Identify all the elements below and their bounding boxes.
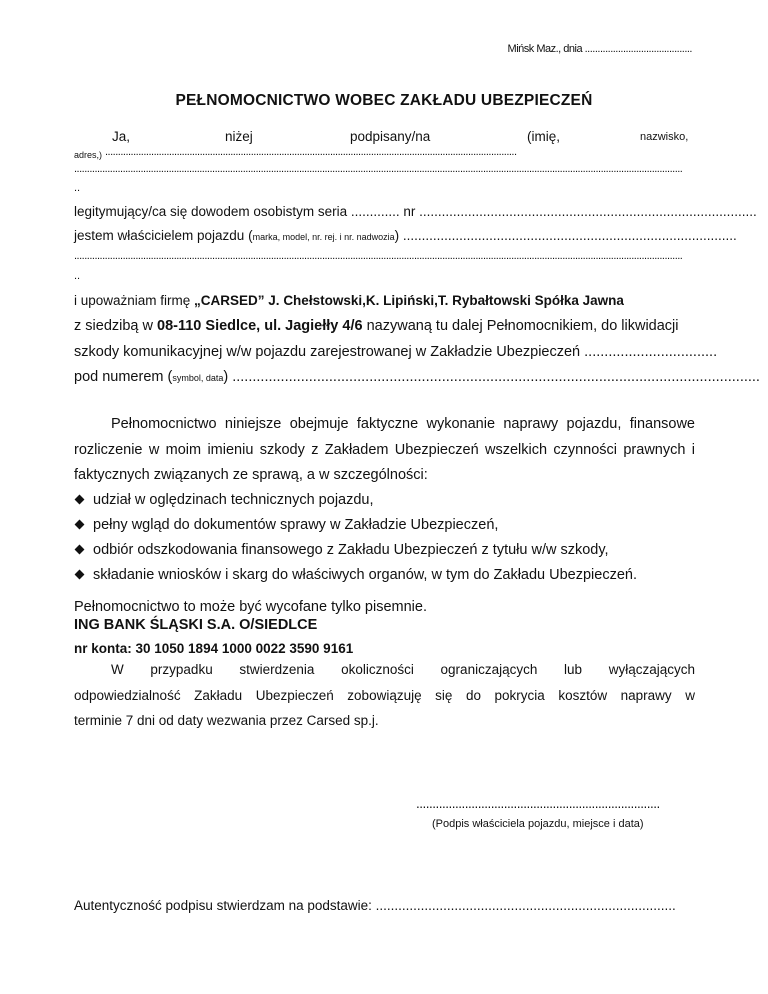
document-title: PEŁNOMOCNICTWO WOBEC ZAKŁADU UBEZPIECZEŃ (175, 92, 593, 109)
diamond-bullet-icon (75, 545, 85, 555)
scope-line-3: faktycznych związanych ze sprawą, a w szczególności: (74, 467, 428, 483)
claim-number-note: symbol, data (172, 373, 224, 383)
seat-prefix: z siedzibą w (74, 318, 158, 334)
company-address: 08-110 Siedlce, ul. Jagiełły 4/6 (157, 318, 363, 334)
vehicle-owner-line (74, 228, 737, 243)
vehicle-owner-note: marka, model, nr. rej. i nr. nadwozia (252, 232, 395, 242)
insurer-line: szkody komunikacyjnej w/w pojazdu zarejestrowanej w Zakładzie Ubezpieczeń ................................. (74, 344, 718, 360)
intro-word-podpisany: podpisany/na (350, 129, 431, 144)
bullet-item: odbiór odszkodowania finansowego z Zakładu Ubezpieczeń z tytułu w/w szkody, (76, 542, 609, 558)
liability-line-2: odpowiedzialność Zakładu Ubezpieczeń zobowiązuję się do pokrycia kosztów naprawy w (74, 688, 695, 703)
diamond-bullet-icon (75, 570, 85, 580)
revocation-note: Pełnomocnictwo to może być wycofane tylko pisemnie. (74, 599, 427, 615)
fill-line-2-cont: .. (74, 270, 81, 282)
bank-account: nr konta: 30 1050 1894 1000 0022 3590 9161 (74, 641, 354, 656)
intro-word-nazwisko: nazwisko, (640, 131, 689, 143)
place-date-line: Mińsk Maz., dnia .......................................... (507, 43, 692, 55)
claim-number-prefix: pod numerem ( (74, 369, 173, 385)
scope-line-2: rozliczenie w moim imieniu szkody z Zakładem Ubezpieczeń wszelkich czynności prawnych i (74, 442, 695, 458)
intro-word-imie: (imię, (527, 129, 560, 144)
bank-name: ING BANK ŚLĄSKI S.A. O/SIEDLCE (74, 617, 318, 633)
bullet-item: składanie wniosków i skarg do właściwych organów, w tym do Zakładu Ubezpieczeń. (76, 567, 637, 583)
vehicle-owner-prefix: jestem właścicielem pojazdu ( (74, 228, 253, 243)
fill-line-2: .............................................................................................................................................................................................................................................. (74, 250, 683, 262)
signature-line: ........................................................................... (416, 796, 660, 811)
vehicle-owner-suffix: ) ......................................................................................... (394, 228, 737, 243)
scope-line-1: Pełnomocnictwo niniejsze obejmuje faktyczne wykonanie naprawy pojazdu, finansowe (111, 416, 695, 432)
signature-caption: (Podpis właściciela pojazdu, miejsce i data) (432, 818, 644, 830)
claim-number-suffix: ) ................................................................................................................................... (223, 369, 760, 385)
authorize-line (74, 293, 624, 308)
liability-line-1: W przypadku stwierdzenia okoliczności ograniczających lub wyłączających (111, 662, 695, 677)
address-label: adres,) (74, 150, 103, 160)
authenticity-line: Autentyczność podpisu stwierdzam na podstawie: ................................................................................ (74, 898, 676, 913)
id-card-line: legitymujący/ca się dowodem osobistym seria ............. nr .......................................................................................... (74, 204, 757, 219)
diamond-bullet-icon (75, 495, 85, 505)
liability-line-3: terminie 7 dni od daty wezwania przez Carsed sp.j. (74, 713, 379, 728)
fill-line-1: .............................................................................................................................................................................................................................................. (74, 163, 683, 175)
seat-suffix: nazywaną tu dalej Pełnomocnikiem, do likwidacji (362, 318, 679, 334)
diamond-bullet-icon (75, 520, 85, 530)
bullet-item: udział w oględzinach technicznych pojazdu, (76, 492, 374, 508)
authorize-prefix: i upoważniam firmę (74, 293, 195, 308)
bullet-item: pełny wgląd do dokumentów sprawy w Zakładzie Ubezpieczeń, (76, 517, 498, 533)
seat-line (74, 318, 679, 334)
claim-number-line (74, 369, 760, 385)
intro-word-nizej: niżej (225, 129, 253, 144)
address-dots: ................................................................................................................................................................. (105, 146, 517, 158)
company-name: „CARSED” J. Chełstowski,K. Lipiński,T. Rybałtowski Spółka Jawna (194, 293, 624, 308)
fill-line-1-cont: .. (74, 182, 81, 194)
intro-word-ja: Ja, (112, 129, 131, 144)
